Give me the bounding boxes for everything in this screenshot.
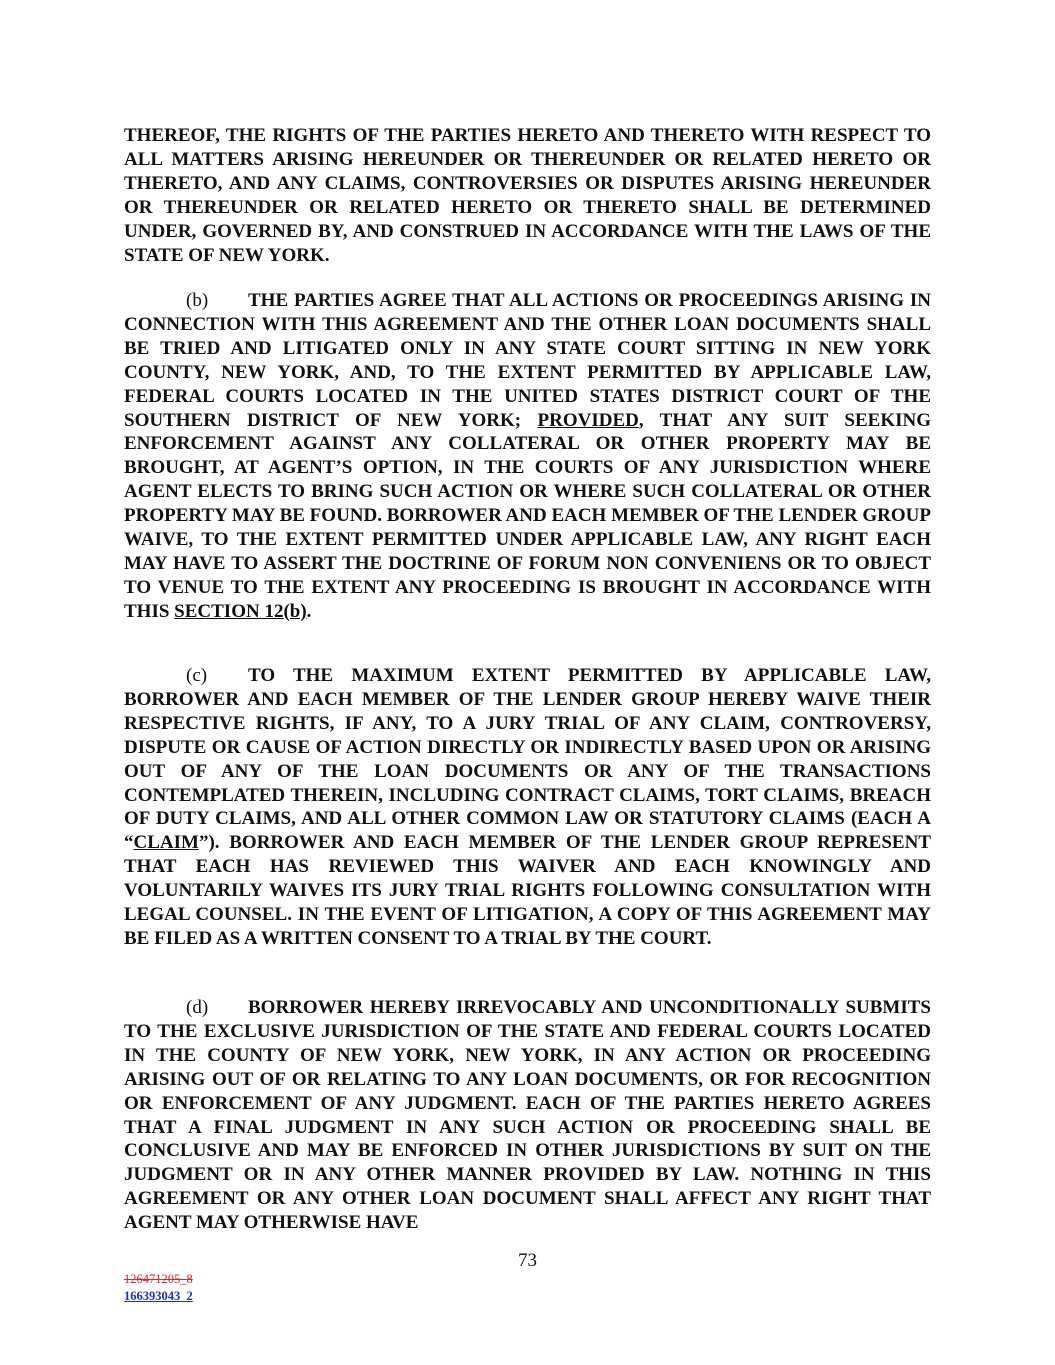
section-reference-link[interactable]: SECTION 12(b) xyxy=(174,600,307,622)
paragraph-b-text-3: . xyxy=(306,600,312,622)
paragraph-c-label: (c) xyxy=(186,665,208,686)
paragraph-b-text-1: THE PARTIES AGREE THAT ALL ACTIONS OR PROCEEDINGS ARISING IN CONNECTION WITH THIS AGREEMENT AND THE OTHER LOAN DOCUMENTS SHALL BE TRIED AND LITIGATED ONLY IN ANY STATE COURT SITTING IN NEW YORK COUNTY, NEW YORK, AND, TO THE EXTENT PERMITTED BY APPLICABLE LAW, FEDERAL COURTS LOCATED IN THE UNITED STATES DISTRICT COURT OF THE SOUTHERN DISTRICT OF NEW YORK; xyxy=(124,290,931,431)
provided-term: PROVIDED xyxy=(537,409,639,431)
paragraph-c-text-1: TO THE MAXIMUM EXTENT PERMITTED BY APPLICABLE LAW, BORROWER AND EACH MEMBER OF THE LENDER GROUP HEREBY WAIVE THEIR RESPECTIVE RIGHTS, IF ANY, TO A JURY TRIAL OF ANY CLAIM, CONTROVERSY, DISPUTE OR CAUSE OF ACTION DIRECTLY OR INDIRECTLY BASED UPON OR ARISING OUT OF ANY OF THE LOAN DOCUMENTS OR ANY OF THE TRANSACTIONS CONTEMPLATED THEREIN, INCLUDING CONTRACT CLAIMS, TORT CLAIMS, BREACH OF DUTY CLAIMS, AND ALL OTHER COMMON LAW OR STATUTORY CLAIMS (EACH A “ xyxy=(124,665,931,854)
paragraph-b-label: (b) xyxy=(186,290,209,311)
paragraph-d-label: (d) xyxy=(186,997,209,1018)
continuation-paragraph xyxy=(124,124,931,267)
paragraph-c xyxy=(124,664,931,951)
inserted-document-id: 166393043_2 xyxy=(124,1289,193,1303)
paragraph-b-text-2: , THAT ANY SUIT SEEKING ENFORCEMENT AGAINST ANY COLLATERAL OR OTHER PROPERTY MAY BE BROUGHT, AT AGENT’S OPTION, IN THE COURTS OF ANY JURISDICTION WHERE AGENT ELECTS TO BRING SUCH ACTION OR WHERE SUCH COLLATERAL OR OTHER PROPERTY MAY BE FOUND. BORROWER AND EACH MEMBER OF THE LENDER GROUP WAIVE, TO THE EXTENT PERMITTED UNDER APPLICABLE LAW, ANY RIGHT EACH MAY HAVE TO ASSERT THE DOCTRINE OF FORUM NON CONVENIENS OR TO OBJECT TO VENUE TO THE EXTENT ANY PROCEEDING IS BROUGHT IN ACCORDANCE WITH THIS xyxy=(124,409,931,622)
deleted-document-id: 126471205_8 xyxy=(124,1272,193,1286)
paragraph-d-text: BORROWER HEREBY IRREVOCABLY AND UNCONDITIONALLY SUBMITS TO THE EXCLUSIVE JURISDICTION OF THE STATE AND FEDERAL COURTS LOCATED IN THE COUNTY OF NEW YORK, NEW YORK, IN ANY ACTION OR PROCEEDING ARISING OUT OF OR RELATING TO ANY LOAN DOCUMENTS, OR FOR RECOGNITION OR ENFORCEMENT OF ANY JUDGMENT. EACH OF THE PARTIES HERETO AGREES THAT A FINAL JUDGMENT IN ANY SUCH ACTION OR PROCEEDING SHALL BE CONCLUSIVE AND MAY BE ENFORCED IN OTHER JURISDICTIONS BY SUIT ON THE JUDGMENT OR IN ANY OTHER MANNER PROVIDED BY LAW. NOTHING IN THIS AGREEMENT OR ANY OTHER LOAN DOCUMENT SHALL AFFECT ANY RIGHT THAT AGENT MAY OTHERWISE HAVE xyxy=(124,997,931,1234)
page-number: 73 xyxy=(518,1250,537,1271)
continuation-text: THEREOF, THE RIGHTS OF THE PARTIES HERETO AND THERETO WITH RESPECT TO ALL MATTERS ARISING HEREUNDER OR THEREUNDER OR RELATED HERETO OR THERETO, AND ANY CLAIMS, CONTROVERSIES OR DISPUTES ARISING HEREUNDER OR THEREUNDER OR RELATED HERETO OR THERETO SHALL BE DETERMINED UNDER, GOVERNED BY, AND CONSTRUED IN ACCORDANCE WITH THE LAWS OF THE STATE OF NEW YORK. xyxy=(124,125,931,266)
paragraph-b xyxy=(124,289,931,624)
paragraph-c-text-2: ”). BORROWER AND EACH MEMBER OF THE LENDER GROUP REPRESENT THAT EACH HAS REVIEWED THIS WAIVER AND EACH KNOWINGLY AND VOLUNTARILY WAIVES ITS JURY TRIAL RIGHTS FOLLOWING CONSULTATION WITH LEGAL COUNSEL. IN THE EVENT OF LITIGATION, A COPY OF THIS AGREEMENT MAY BE FILED AS A WRITTEN CONSENT TO A TRIAL BY THE COURT. xyxy=(124,832,931,949)
claim-defined-term: CLAIM xyxy=(133,832,199,854)
paragraph-d xyxy=(124,996,931,1235)
